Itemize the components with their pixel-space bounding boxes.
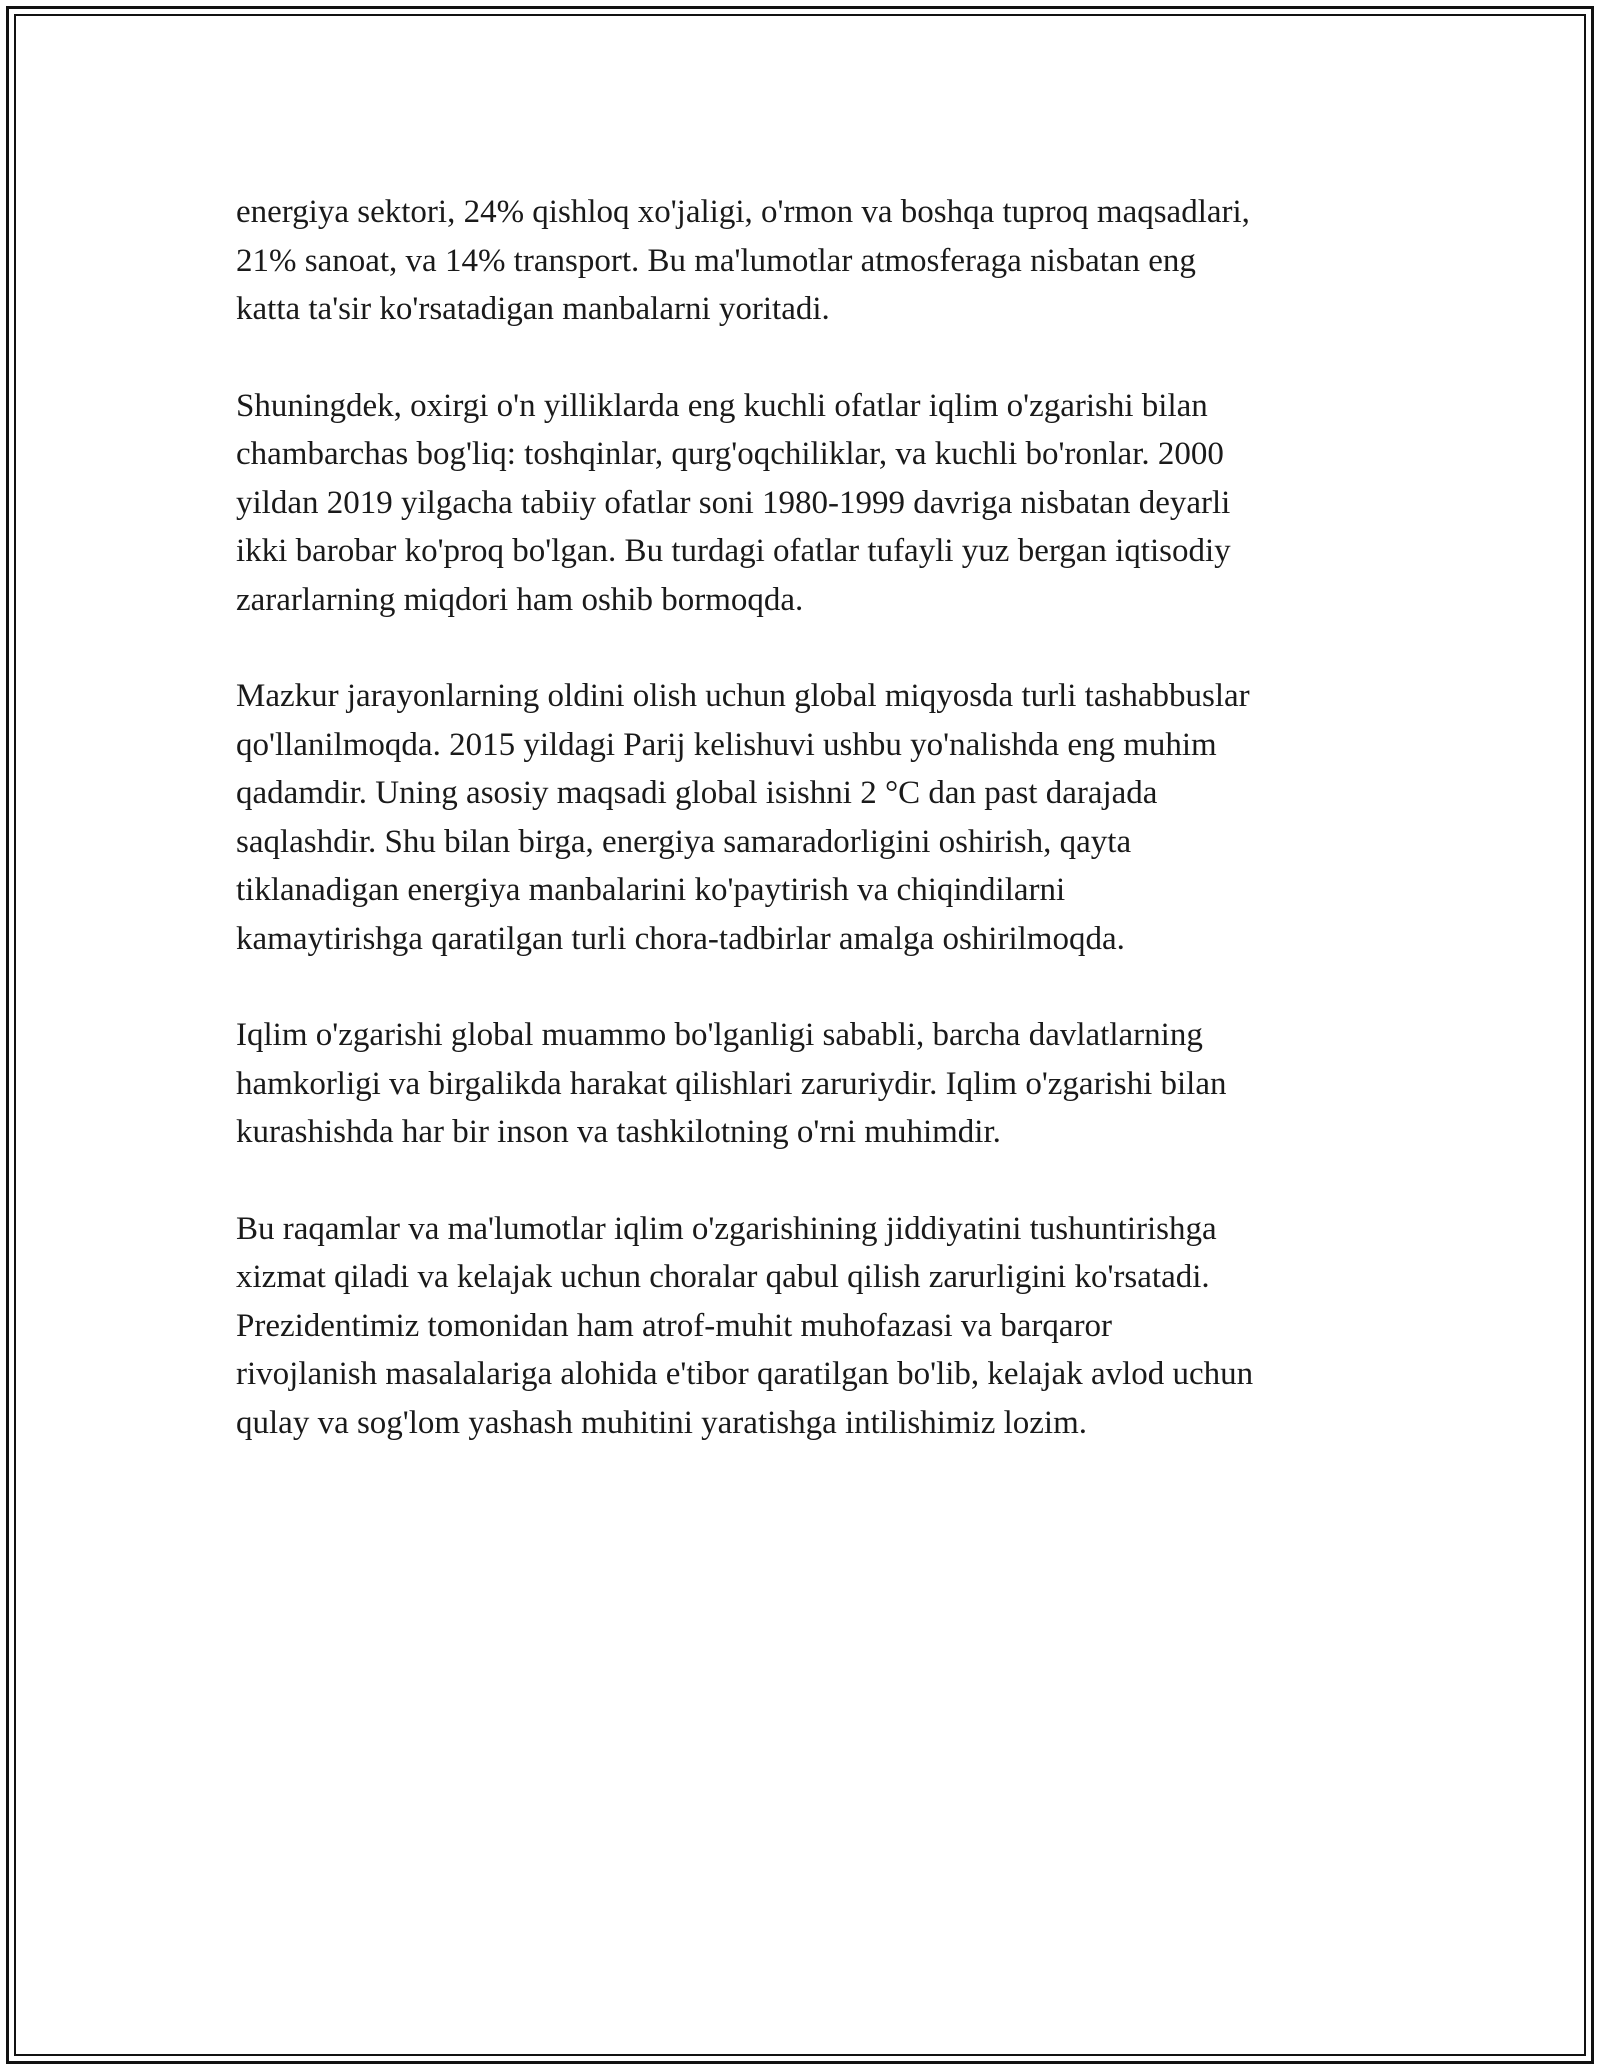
text-line: qulay va sog'lom yashash muhitini yaratishga intilishimiz lozim.	[236, 1404, 1088, 1441]
text-line: katta ta'sir ko'rsatadigan manbalarni yoritadi.	[236, 291, 830, 327]
text-line: Shuningdek, oxirgi o'n yilliklarda eng kuchli ofatlar iqlim o'zgarishi bilan	[236, 387, 1208, 424]
text-line: qo'llanilmoqda. 2015 yildagi Parij kelishuvi ushbu yo'nalishda eng muhim	[236, 726, 1217, 763]
paragraph	[236, 188, 1376, 334]
text-line: zararlarning miqdori ham oshib bormoqda.	[236, 581, 804, 618]
text-line: hamkorligi va birgalikda harakat qilishlari zaruriydir. Iqlim o'zgarishi bilan	[236, 1065, 1227, 1102]
text-line: yildan 2019 yilgacha tabiiy ofatlar soni 1980-1999 davriga nisbatan deyarli	[236, 484, 1231, 521]
text-line: rivojlanish masalalariga alohida e'tibor qaratilgan bo'lib, kelajak avlod uchun	[236, 1356, 1254, 1392]
text-line: kamaytirishga qaratilgan turli chora-tadbirlar amalga oshirilmoqda.	[236, 920, 1125, 957]
text-line: saqlashdir. Shu bilan birga, energiya samaradorligini oshirish, qayta	[236, 823, 1132, 860]
document-body	[236, 188, 1376, 1447]
text-line: xizmat qiladi va kelajak uchun choralar qabul qilish zarurligini ko'rsatadi.	[236, 1259, 1210, 1295]
text-line: Bu raqamlar va ma'lumotlar iqlim o'zgarishining jiddiyatini tushuntirishga	[236, 1210, 1217, 1247]
text-line: 21% sanoat, va 14% transport. Bu ma'lumotlar atmosferaga nisbatan eng	[236, 242, 1196, 279]
text-line: chambarchas bog'liq: toshqinlar, qurg'oqchiliklar, va kuchli bo'ronlar. 2000	[236, 436, 1224, 472]
text-line: kurashishda har bir inson va tashkilotning o'rni muhimdir.	[236, 1114, 1001, 1150]
paragraph	[236, 1205, 1376, 1448]
text-line: Mazkur jarayonlarning oldini olish uchun global miqyosda turli tashabbuslar	[236, 678, 1250, 714]
paragraph	[236, 1011, 1376, 1157]
text-line: ikki barobar ko'proq bo'lgan. Bu turdagi ofatlar tufayli yuz bergan iqtisodiy	[236, 533, 1231, 569]
text-line: Iqlim o'zgarishi global muammo bo'lganligi sababli, barcha davlatlarning	[236, 1017, 1203, 1053]
text-line: Prezidentimiz tomonidan ham atrof-muhit muhofazasi va barqaror	[236, 1307, 1113, 1344]
paragraph	[236, 382, 1376, 625]
text-line: qadamdir. Uning asosiy maqsadi global isishni 2 °C dan past darajada	[236, 775, 1158, 811]
text-line: energiya sektori, 24% qishloq xo'jaligi, o'rmon va boshqa tuproq maqsadlari,	[236, 194, 1250, 230]
text-line: tiklanadigan energiya manbalarini ko'paytirish va chiqindilarni	[236, 872, 1066, 908]
paragraph	[236, 672, 1376, 963]
